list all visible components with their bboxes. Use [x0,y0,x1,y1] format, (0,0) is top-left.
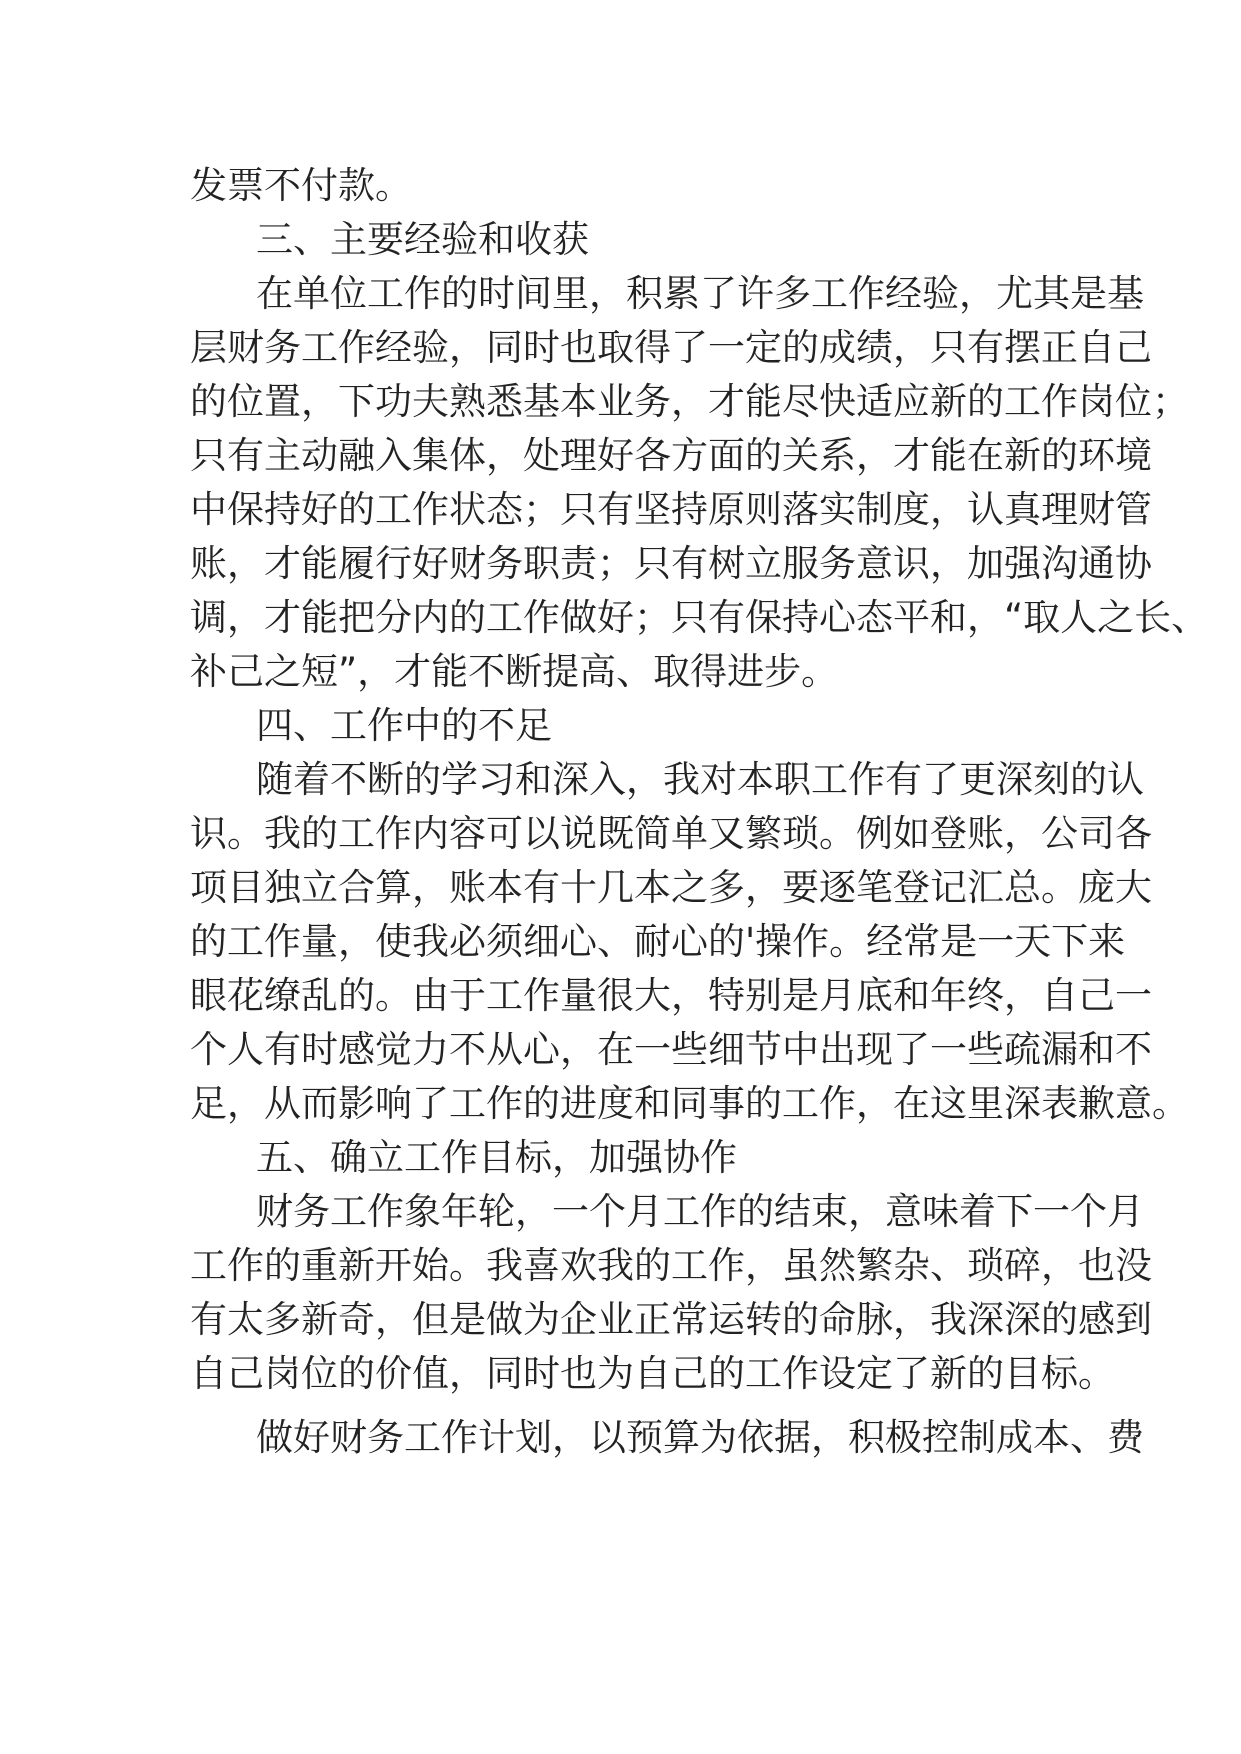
text-line: 的位置，下功夫熟悉基本业务，才能尽快适应新的工作岗位； [190,380,1189,423]
text-line: 发票不付款。 [190,164,412,207]
text-line: 中保持好的工作状态；只有坚持原则落实制度，认真理财管 [190,488,1152,531]
section-heading: 三、主要经验和收获 [256,218,589,261]
text-line: 眼花缭乱的。由于工作量很大，特别是月底和年终，自己一 [190,974,1152,1017]
text-line: 随着不断的学习和深入，我对本职工作有了更深刻的认 [256,758,1144,801]
text-line: 识。我的工作内容可以说既简单又繁琐。例如登账，公司各 [190,812,1152,855]
text-line: 层财务工作经验，同时也取得了一定的成绩，只有摆正自己 [190,326,1152,369]
text-line: 有太多新奇，但是做为企业正常运转的命脉，我深深的感到 [190,1298,1152,1341]
text-line: 调，才能把分内的工作做好；只有保持心态平和，“取人之长、 [190,596,1209,639]
text-line: 只有主动融入集体，处理好各方面的关系，才能在新的环境 [190,434,1152,477]
text-line: 自己岗位的价值，同时也为自己的工作设定了新的目标。 [190,1352,1115,1395]
text-line: 个人有时感觉力不从心，在一些细节中出现了一些疏漏和不 [190,1028,1152,1071]
text-line: 做好财务工作计划，以预算为依据，积极控制成本、费 [256,1416,1144,1459]
text-line: 项目独立合算，账本有十几本之多，要逐笔登记汇总。庞大 [190,866,1152,909]
text-line: 在单位工作的时间里，积累了许多工作经验，尤其是基 [256,272,1144,315]
text-line: 财务工作象年轮，一个月工作的结束，意味着下一个月 [256,1190,1144,1233]
text-line: 工作的重新开始。我喜欢我的工作，虽然繁杂、琐碎，也没 [190,1244,1152,1287]
section-heading: 五、确立工作目标，加强协作 [256,1136,737,1179]
text-line: 账，才能履行好财务职责；只有树立服务意识，加强沟通协 [190,542,1152,585]
text-line: 足，从而影响了工作的进度和同事的工作，在这里深表歉意。 [190,1082,1189,1125]
section-heading: 四、工作中的不足 [256,704,552,747]
text-line: 的工作量，使我必须细心、耐心的'操作。经常是一天下来 [190,920,1126,963]
text-line: 补己之短”，才能不断提高、取得进步。 [190,650,839,693]
